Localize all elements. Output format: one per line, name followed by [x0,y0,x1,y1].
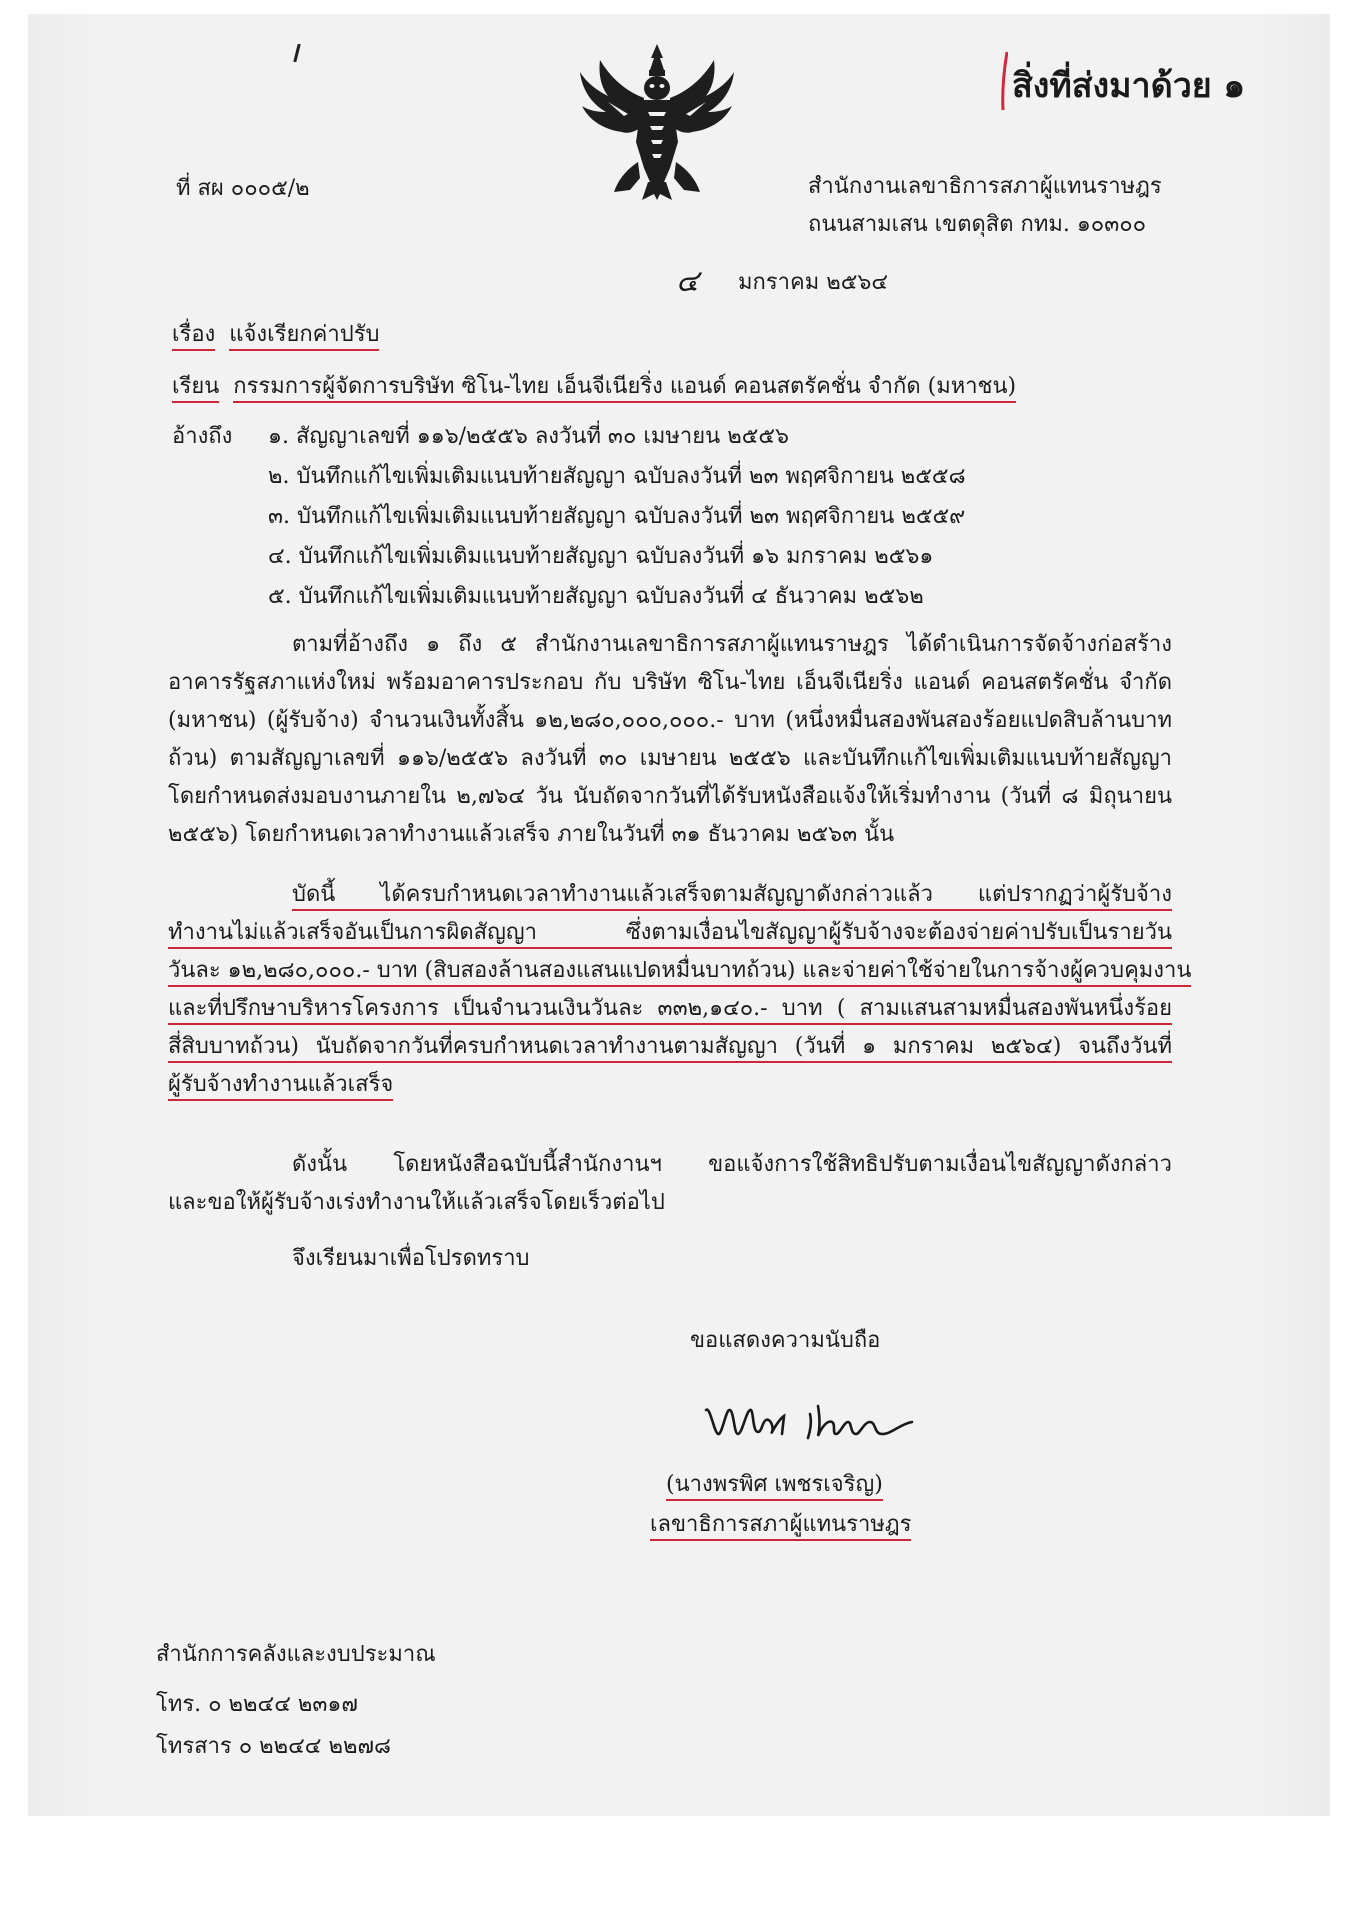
attachment-red-mark [1000,50,1008,112]
underlined-text: และที่ปรึกษาบริหารโครงการ เป็นจำนวนเงินวันละ ๓๓๒,๑๔๐.- บาท ( สามแสนสามหมื่นสองพันหนึ่งร้อย [168,996,1172,1025]
paragraph-line [168,1028,1172,1066]
paragraph-line [168,876,1172,914]
subject-label: เรื่อง [172,322,215,351]
paragraph-line: อาคารรัฐสภาแห่งใหม่ พร้อมอาคารประกอบ กับ บริษัท ซิโน-ไทย เอ็นจีเนียริ่ง แอนด์ คอนสตรัคชั่น จำกัด [168,670,1172,695]
recipient-label: เรียน [172,374,219,403]
reference-item: ๕. บันทึกแก้ไขเพิ่มเติมแนบท้ายสัญญา ฉบับลงวันที่ ๔ ธันวาคม ๒๕๖๒ [268,584,924,609]
paragraph-conclusion [168,1146,1172,1222]
closing-request: จึงเรียนมาเพื่อโปรดทราบ [292,1246,530,1271]
signatory-position [650,1510,911,1540]
document-number: ที่ สผ ๐๐๐๕/๒ [176,176,310,201]
complimentary-close: ขอแสดงความนับถือ [690,1328,881,1353]
contact-unit: สำนักการคลังและงบประมาณ [156,1642,436,1667]
signatory-position-text: เลขาธิการสภาผู้แทนราษฎร [650,1512,911,1541]
paragraph-penalty [168,876,1192,1104]
recipient-line [172,372,1016,402]
paragraph-background [168,626,1172,854]
underlined-text: ทำงานไม่แล้วเสร็จอันเป็นการผิดสัญญา ซึ่งตามเงื่อนไขสัญญาผู้รับจ้างจะต้องจ่ายค่าปรับเป็นรายวัน [168,920,1172,949]
sender-address: ถนนสามเสน เขตดุสิต กทม. ๑๐๓๐๐ [808,212,1147,237]
paragraph-line [168,952,1192,990]
sender-office: สำนักงานเลขาธิการสภาผู้แทนราษฎร [808,174,1162,199]
reference-item: ๒. บันทึกแก้ไขเพิ่มเติมแนบท้ายสัญญา ฉบับลงวันที่ ๒๓ พฤศจิกายน ๒๕๕๘ [268,464,966,489]
paragraph-line: โดยกำหนดส่งมอบงานภายใน ๒,๗๖๔ วัน นับถัดจากวันที่ได้รับหนังสือแจ้งให้เริ่มทำงาน (วันที่ ๘ มิถุนายน [168,784,1172,809]
underlined-text: สี่สิบบาทถ้วน) นับถัดจากวันที่ครบกำหนดเวลาทำงานตามสัญญา (วันที่ ๑ มกราคม ๒๕๖๔) จนถึงวันที่ [168,1034,1172,1063]
date-month-year: มกราคม ๒๕๖๔ [738,270,888,295]
date-day: ๔ [676,264,699,299]
references-label: อ้างถึง [172,424,233,449]
reference-item: ๔. บันทึกแก้ไขเพิ่มเติมแนบท้ายสัญญา ฉบับลงวันที่ ๑๖ มกราคม ๒๕๖๑ [268,544,934,569]
signatory-name-text: (นางพรพิศ เพชรเจริญ) [666,1472,883,1501]
paragraph-line: ถ้วน) ตามสัญญาเลขที่ ๑๑๖/๒๕๕๖ ลงวันที่ ๓๐ เมษายน ๒๕๕๖ และบันทึกแก้ไขเพิ่มเติมแนบท้ายสัญญา [168,746,1172,771]
paragraph-line: ๒๕๕๖) โดยกำหนดเวลาทำงานแล้วเสร็จ ภายในวันที่ ๓๑ ธันวาคม ๒๕๖๓ นั้น [168,822,895,847]
recipient-text: กรรมการผู้จัดการบริษัท ซิโน-ไทย เอ็นจีเนียริ่ง แอนด์ คอนสตรัคชั่น จำกัด (มหาชน) [233,374,1016,403]
handwritten-signature [700,1392,930,1452]
reference-item: ๑. สัญญาเลขที่ ๑๑๖/๒๕๕๖ ลงวันที่ ๓๐ เมษายน ๒๕๕๖ [268,424,789,449]
contact-fax: โทรสาร ๐ ๒๒๔๔ ๒๒๗๘ [156,1734,391,1759]
contact-phone: โทร. ๐ ๒๒๔๔ ๒๓๑๗ [156,1692,358,1717]
reference-item: ๓. บันทึกแก้ไขเพิ่มเติมแนบท้ายสัญญา ฉบับลงวันที่ ๒๓ พฤศจิกายน ๒๕๕๙ [268,504,966,529]
garuda-emblem-icon [578,42,736,202]
subject-text: แจ้งเรียกค่าปรับ [229,322,379,351]
paragraph-line [168,990,1172,1028]
paragraph-line: (มหาชน) (ผู้รับจ้าง) จำนวนเงินทั้งสิ้น ๑๒,๒๘๐,๐๐๐,๐๐๐.- บาท (หนึ่งหมื่นสองพันสองร้อยแปดสิบล้านบาท [168,708,1172,733]
signatory-name [666,1470,883,1500]
underlined-text: บัดนี้ ได้ครบกำหนดเวลาทำงานแล้วเสร็จตามสัญญาดังกล่าวแล้ว แต่ปรากฏว่าผู้รับจ้าง [292,882,1172,911]
underlined-text: วันละ ๑๒,๒๘๐,๐๐๐.- บาท (สิบสองล้านสองแสนแปดหมื่นบาทถ้วน) และจ่ายค่าใช้จ่ายในการจ้างผู้ควบคุมงาน [168,958,1191,987]
subject-line [172,320,379,350]
paragraph-line: ดังนั้น โดยหนังสือฉบับนี้สำนักงานฯ ขอแจ้งการใช้สิทธิปรับตามเงื่อนไขสัญญาดังกล่าว [292,1152,1172,1177]
paragraph-line: และขอให้ผู้รับจ้างเร่งทำงานให้แล้วเสร็จโดยเร็วต่อไป [168,1190,665,1215]
underlined-text: ผู้รับจ้างทำงานแล้วเสร็จ [168,1072,393,1101]
attachment-label: สิ่งที่ส่งมาด้วย ๑ [1012,66,1246,106]
paragraph-line [168,914,1172,952]
paragraph-line [168,1066,1172,1104]
paragraph-line: ตามที่อ้างถึง ๑ ถึง ๕ สำนักงานเลขาธิการสภาผู้แทนราษฎร ได้ดำเนินการจัดจ้างก่อสร้าง [292,632,1172,657]
ink-mark [292,44,302,62]
